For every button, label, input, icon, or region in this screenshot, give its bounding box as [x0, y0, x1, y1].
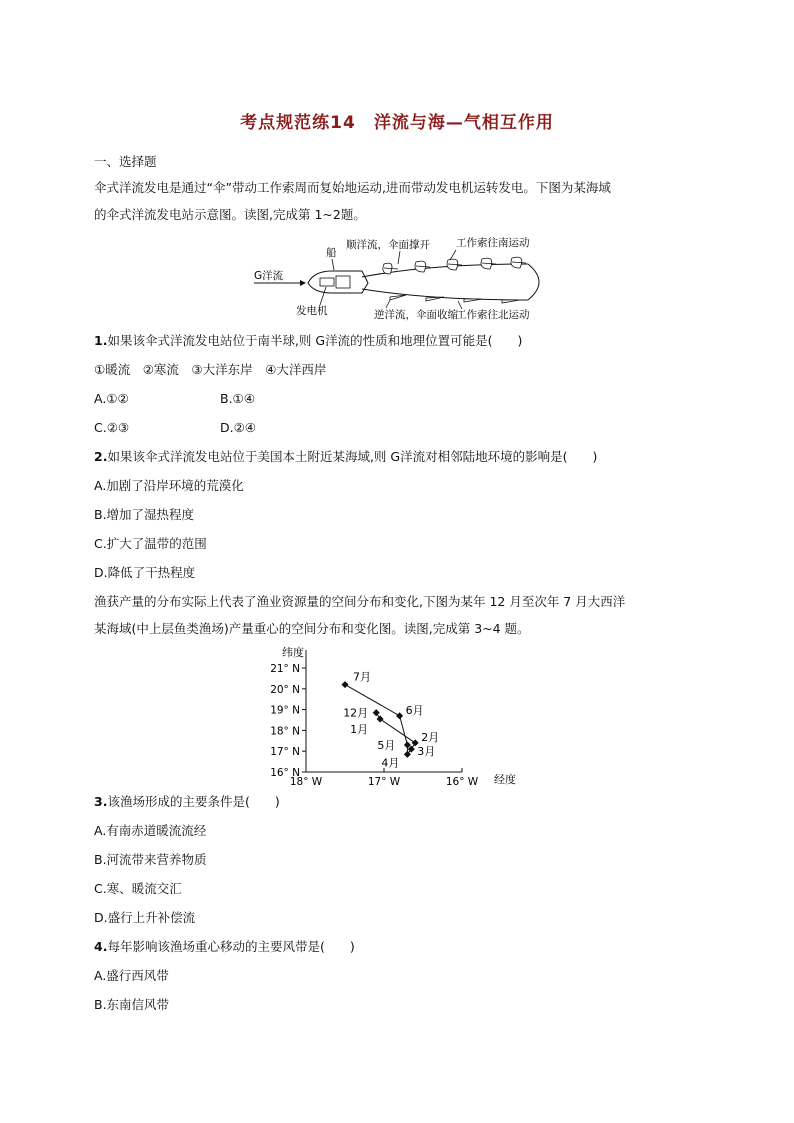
q3-option-c[interactable]: C.寒、暖流交汇 [94, 881, 182, 896]
page-title: 考点规范练14 洋流与海—气相互作用 [240, 113, 554, 133]
x-tick-label: 17° W [367, 776, 401, 788]
generator-label: 发电机 [296, 305, 328, 317]
point-label: 2月 [421, 730, 440, 744]
q1-stem: 1.如果该伞式洋流发电站位于南半球,则 G洋流的性质和地理位置可能是( ) [94, 333, 523, 348]
umbrella-power-diagram [250, 234, 560, 328]
q1-option-c[interactable]: C.②③ [94, 420, 130, 435]
closed-umbrellas [390, 295, 520, 303]
q2-option-b[interactable]: B.增加了湿热程度 [94, 507, 195, 522]
point-marker [396, 712, 403, 719]
x-axis-label: 经度 [494, 773, 516, 786]
open-label: 顺洋流，伞面撑开 [346, 239, 430, 251]
point-label: 3月 [417, 745, 436, 759]
intro2-line2: 某海域(中上层鱼类渔场)产量重心的空间分布和变化图。读图,完成第 3~4 题。 [94, 621, 530, 636]
point-label: 1月 [350, 722, 369, 736]
y-tick-label: 19° N [270, 704, 300, 717]
q1-statements: ①暖流 ②寒流 ③大洋东岸 ④大洋西岸 [94, 362, 327, 377]
ship-label: 船 [326, 247, 337, 259]
fishery-chart [250, 640, 540, 794]
q1-option-a[interactable]: A.①② [94, 391, 129, 406]
current-label: G洋流 [254, 270, 284, 282]
q2-option-c[interactable]: C.扩大了温带的范围 [94, 536, 207, 551]
y-axis-label: 纬度 [282, 646, 304, 659]
q2-option-a[interactable]: A.加剧了沿岸环境的荒漠化 [94, 478, 244, 493]
point-label: 4月 [381, 756, 400, 770]
y-tick-label: 16° N [270, 767, 300, 779]
q4-stem: 4.每年影响该渔场重心移动的主要风带是( ) [94, 939, 355, 954]
close-label: 逆洋流，伞面收缩 [374, 309, 458, 321]
intro1-line1: 伞式洋流发电是通过“伞”带动工作索周而复始地运动,进而带动发电机运转发电。下图为某海域 [94, 180, 611, 195]
point-label: 7月 [353, 670, 371, 684]
south-motion-label: 工作索往南运动 [456, 237, 530, 249]
y-tick-label: 20° N [270, 683, 300, 696]
q2-option-d[interactable]: D.降低了干热程度 [94, 565, 196, 580]
q2-stem: 2.如果该伞式洋流发电站位于美国本土附近某海域,则 G洋流对相邻陆地环境的影响是( ) [94, 449, 598, 464]
q4-option-a[interactable]: A.盛行西风带 [94, 968, 169, 983]
q1-option-d[interactable]: D.②④ [220, 420, 257, 435]
q3-stem: 3.该渔场形成的主要条件是( ) [94, 794, 280, 809]
q1-option-b[interactable]: B.①④ [220, 391, 255, 406]
intro2-line1: 渔获产量的分布实际上代表了渔业资源量的空间分布和变化,下图为某年 12 月至次年 7 月大西洋 [94, 594, 626, 609]
point-label: 12月 [343, 706, 369, 720]
point-marker [341, 681, 348, 688]
x-tick-label: 18° W [289, 776, 323, 788]
open-umbrellas [383, 257, 526, 274]
point-label: 6月 [405, 703, 424, 717]
point-marker [373, 709, 380, 716]
q4-option-b[interactable]: B.东南信风带 [94, 997, 170, 1012]
y-tick-label: 21° N [270, 663, 300, 675]
q3-option-d[interactable]: D.盛行上升补偿流 [94, 910, 196, 925]
y-tick-label: 17° N [270, 746, 300, 759]
q3-option-a[interactable]: A.有南赤道暖流流经 [94, 823, 207, 838]
point-marker [404, 751, 411, 758]
point-label: 5月 [377, 738, 396, 752]
north-motion-label: 工作索往北运动 [456, 309, 530, 321]
point-marker [377, 715, 384, 722]
y-tick-label: 18° N [270, 725, 300, 738]
x-tick-label: 16° W [445, 776, 479, 788]
section-heading: 一、选择题 [94, 154, 157, 169]
q3-option-b[interactable]: B.河流带来营养物质 [94, 852, 207, 867]
intro1-line2: 的伞式洋流发电站示意图。读图,完成第 1~2题。 [94, 207, 366, 222]
